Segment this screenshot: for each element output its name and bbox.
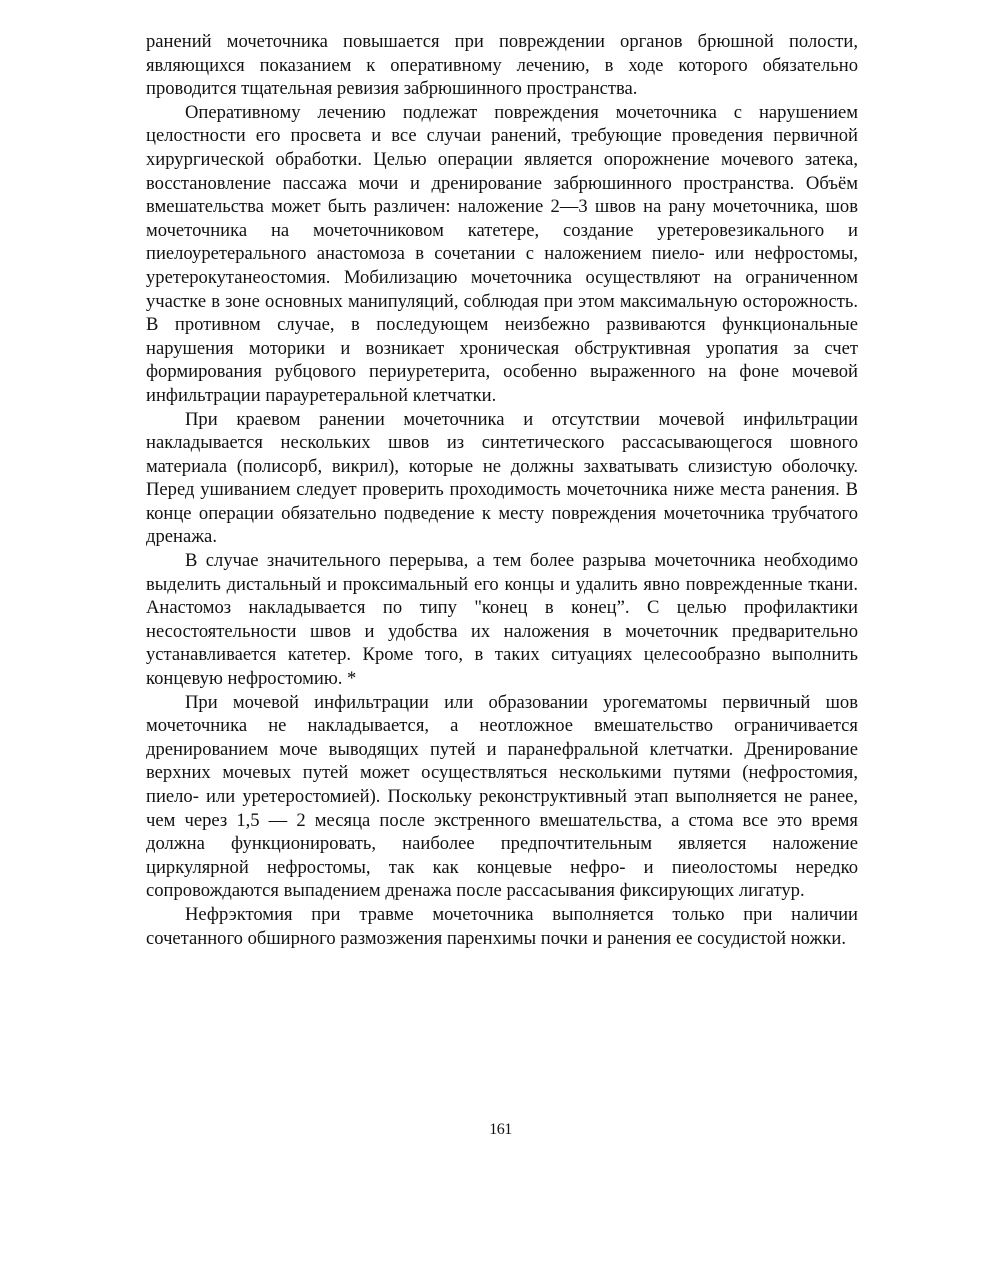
- body-text: [146, 30, 858, 950]
- paragraph-4: В случае значительного перерыва, а тем более разрыва мочеточника необходимо выделить дистальный и проксимальный его концы и удалить явно поврежденные ткани. Анастомоз накладывается по типу "конец в конец”. С целью профилактики несостоятельности швов и удобства их наложения в мочеточник предварительно устанавливается катетер. Кроме того, в таких ситуациях целесообразно выполнить концевую нефростомию. *: [146, 550, 858, 690]
- paragraph-2: Оперативному лечению подлежат повреждения мочеточника с нарушением целостности его просвета и все случаи ранений, требующие проведения первичной хирургической обработки. Целью операции является опорожнение мочевого затека, восстановление пассажа мочи и дренирование забрюшинного пространства. Объём вмешательства может быть различен: наложение 2—3 швов на рану мочеточника, шов мочеточника на мочеточниковом катетере, создание уретеровезикального и пиелоуретерального анастомоза в сочетании с наложением пиело- или нефростомы, уретерокутанеостомия. Мобилизацию мочеточника осуществляют на ограниченном участке в зоне основных манипуляций, соблюдая при этом максимальную осторожность. В противном случае, в последующем неизбежно развиваются функциональные нарушения моторики и возникает хроническая обструктивная уропатия за счет формирования рубцового периуретерита, особенно выраженного на фоне мочевой инфильтрации парауретеральной клетчатки.: [146, 101, 858, 406]
- paragraph-6: Нефрэктомия при травме мочеточника выполняется только при наличии сочетанного обширного размозжения паренхимы почки и ранения ее сосудистой ножки.: [146, 903, 858, 949]
- paragraph-3: При краевом ранении мочеточника и отсутствии мочевой инфильтрации накладывается нескольких швов из синтетического рассасывающегося шовного материала (полисорб, викрил), которые не должны захватывать слизистую оболочку. Перед ушиванием следует проверить проходимость мочеточника ниже места ранения. В конце операции обязательно подведение к месту повреждения мочеточника трубчатого дренажа.: [146, 408, 858, 548]
- page-number: 161: [489, 1121, 512, 1138]
- paragraph-5: При мочевой инфильтрации или образовании урогематомы первичный шов мочеточника не накладывается, а неотложное вмешательство ограничивается дренированием моче выводящих путей и паранефральной клетчатки. Дренирование верхних мочевых путей может осуществляться несколькими путями (нефростомия, пиело- или уретеростомией). Поскольку реконструктивный этап выполняется не ранее, чем через 1,5 — 2 месяца после экстренного вмешательства, а стома все это время должна функционировать, наиболее предпочтительным является наложение циркулярной нефростомы, так как концевые нефро- и пиеолостомы нередко сопровождаются выпадением дренажа после рассасывания фиксирующих лигатур.: [146, 691, 858, 902]
- paragraph-1: ранений мочеточника повышается при повреждении органов брюшной полости, являющихся показанием к оперативному лечению, в ходе которого обязательно проводится тщательная ревизия забрюшинного пространства.: [146, 31, 858, 100]
